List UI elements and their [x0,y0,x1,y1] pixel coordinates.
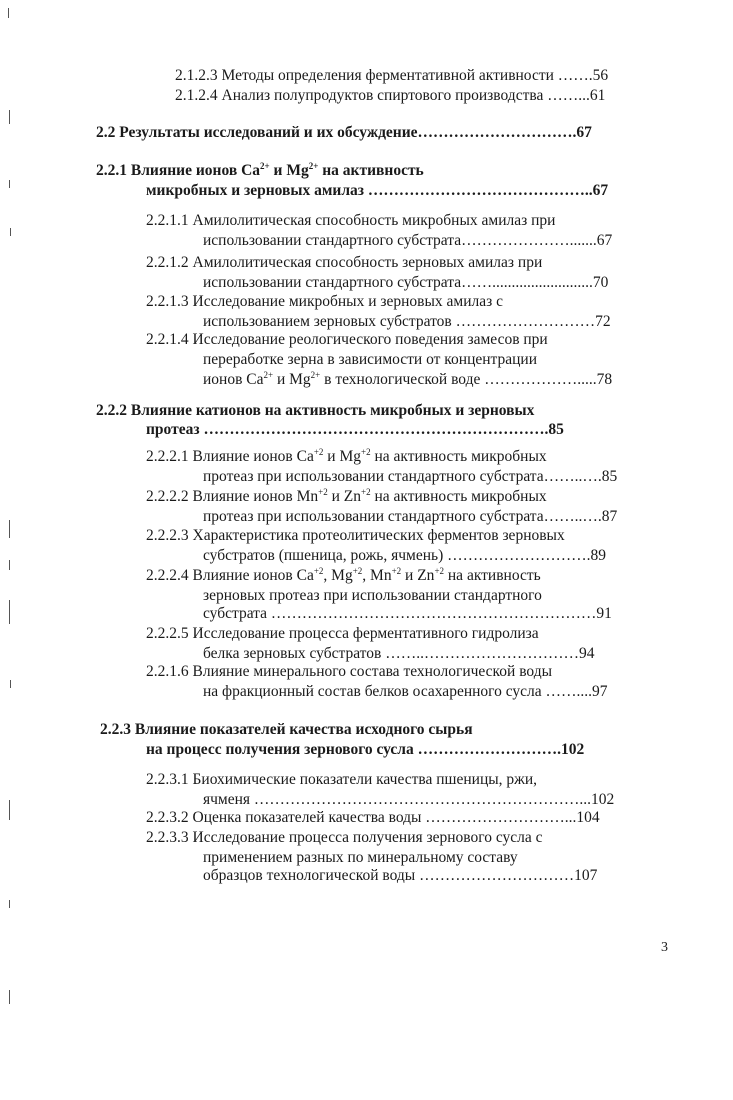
toc-section-2-2-3-line2: на процесс получения зернового сусла ……………………….102 [146,741,585,758]
toc-item-2-2-2-1-line2: протеаз при использовании стандартного субстрата……..….85 [203,468,618,485]
toc-item-2-2-2-1-line1: 2.2.2.1 Влияние ионов $Ca^{+2}$ и $Mg^{+2}$ на активность микробных [146,447,547,465]
toc-item-2-2-1-2-line1: 2.2.1.2 Амилолитическая способность зерновых амилаз при [146,254,543,271]
scan-speck [9,520,10,538]
toc-item-2-2-2-2-line1: 2.2.2.2 Влияние ионов $Mn^{+2}$ и $Zn^{+2}$ на активность микробных [146,487,547,505]
scan-speck [9,990,10,1004]
scan-speck [8,8,9,18]
toc-section-2-2-1-line2: микробных и зерновых амилаз ……………………………………..67 [146,182,609,199]
page-number: 3 [661,940,668,955]
toc-item-2-1-2-3: 2.1.2.3 Методы определения ферментативной активности …….56 [175,67,609,84]
toc-item-2-2-2-3-line1: 2.2.2.3 Характеристика протеолитических ферментов зерновых [146,527,565,544]
toc-item-2-2-1-4-line1: 2.2.1.4 Исследование реологического поведения замесов при [146,331,548,348]
toc-item-2-2-2-3-line2: субстратов (пшеница, рожь, ячмень) ……………………….89 [203,547,607,564]
toc-item-2-2-1-1-line1: 2.2.1.1 Амилолитическая способность микробных амилаз при [146,212,556,229]
scan-speck [9,110,10,124]
toc-item-2-2-2-4-line1: 2.2.2.4 Влияние ионов $Ca^{+2}$, $Mg^{+2}$, $Mn^{+2}$ и $Zn^{+2}$ на активность [146,566,541,584]
scan-speck [9,900,10,908]
scan-speck [9,800,10,820]
toc-item-2-2-1-2-line2: использовании стандартного субстрата……..........................70 [203,274,609,291]
toc-item-2-2-2-4-line3: субстрата ………………………………………………………91 [203,605,612,622]
toc-item-2-2-1-1-line2: использовании стандартного субстрата………………….......67 [203,232,613,249]
toc-section-2-2-3-line1: 2.2.3 Влияние показателей качества исходного сырья [100,721,473,738]
toc-item-2-2-1-4-line2: переработке зерна в зависимости от концентрации [203,351,538,368]
toc-item-2-2-2-5-line1: 2.2.2.5 Исследование процесса ферментативного гидролиза [146,625,539,642]
toc-section-2-2: 2.2 Результаты исследований и их обсуждение………………………….67 [96,124,592,141]
toc-item-2-1-2-4: 2.1.2.4 Анализ полупродуктов спиртового производства ……...61 [175,87,606,104]
toc-item-2-2-2-2-line2: протеаз при использовании стандартного субстрата……..….87 [203,508,618,525]
scan-speck [9,600,10,624]
toc-item-2-2-1-6-line2: на фракционный состав белков осахаренного сусла ……....97 [203,683,608,700]
toc-item-2-2-2-4-line2: зерновых протеаз при использовании стандартного [203,587,542,604]
toc-item-2-2-3-1-line1: 2.2.3.1 Биохимические показатели качества пшеницы, ржи, [146,771,538,788]
toc-item-2-2-3-2: 2.2.3.2 Оценка показателей качества воды ………………………...104 [146,809,600,826]
scan-speck [10,228,11,236]
toc-item-2-2-1-3-line1: 2.2.1.3 Исследование микробных и зерновых амилаз с [146,293,503,310]
scan-speck [9,180,10,188]
toc-section-2-2-2-line1: 2.2.2 Влияние катионов на активность микробных и зерновых [96,402,535,419]
toc-item-2-2-3-1-line2: ячменя ………………………………………………………...102 [203,791,615,808]
toc-item-2-2-3-3-line2: применением разных по минеральному составу [203,849,518,866]
toc-section-2-2-2-line2: протеаз ………………………………………………………….85 [146,421,564,438]
toc-item-2-2-1-6-line1: 2.2.1.6 Влияние минерального состава технологической воды [146,663,553,680]
toc-item-2-2-3-3-line3: образцов технологической воды …………………………107 [203,867,598,884]
scan-speck [10,680,11,688]
toc-item-2-2-1-3-line2: использованием зерновых субстратов ………………………72 [203,313,611,330]
toc-section-2-2-1-line1: 2.2.1 Влияние ионов $Ca^{2+}$ и $Mg^{2+}$ на активность [96,161,424,179]
scan-speck [9,560,10,570]
toc-item-2-2-3-3-line1: 2.2.3.3 Исследование процесса получения зернового сусла с [146,829,543,846]
toc-item-2-2-1-4-line3: ионов $Ca^{2+}$ и $Mg^{2+}$ в технологической воде ……………….....78 [203,370,613,388]
toc-item-2-2-2-5-line2: белка зерновых субстратов ……..…………………………94 [203,645,595,662]
